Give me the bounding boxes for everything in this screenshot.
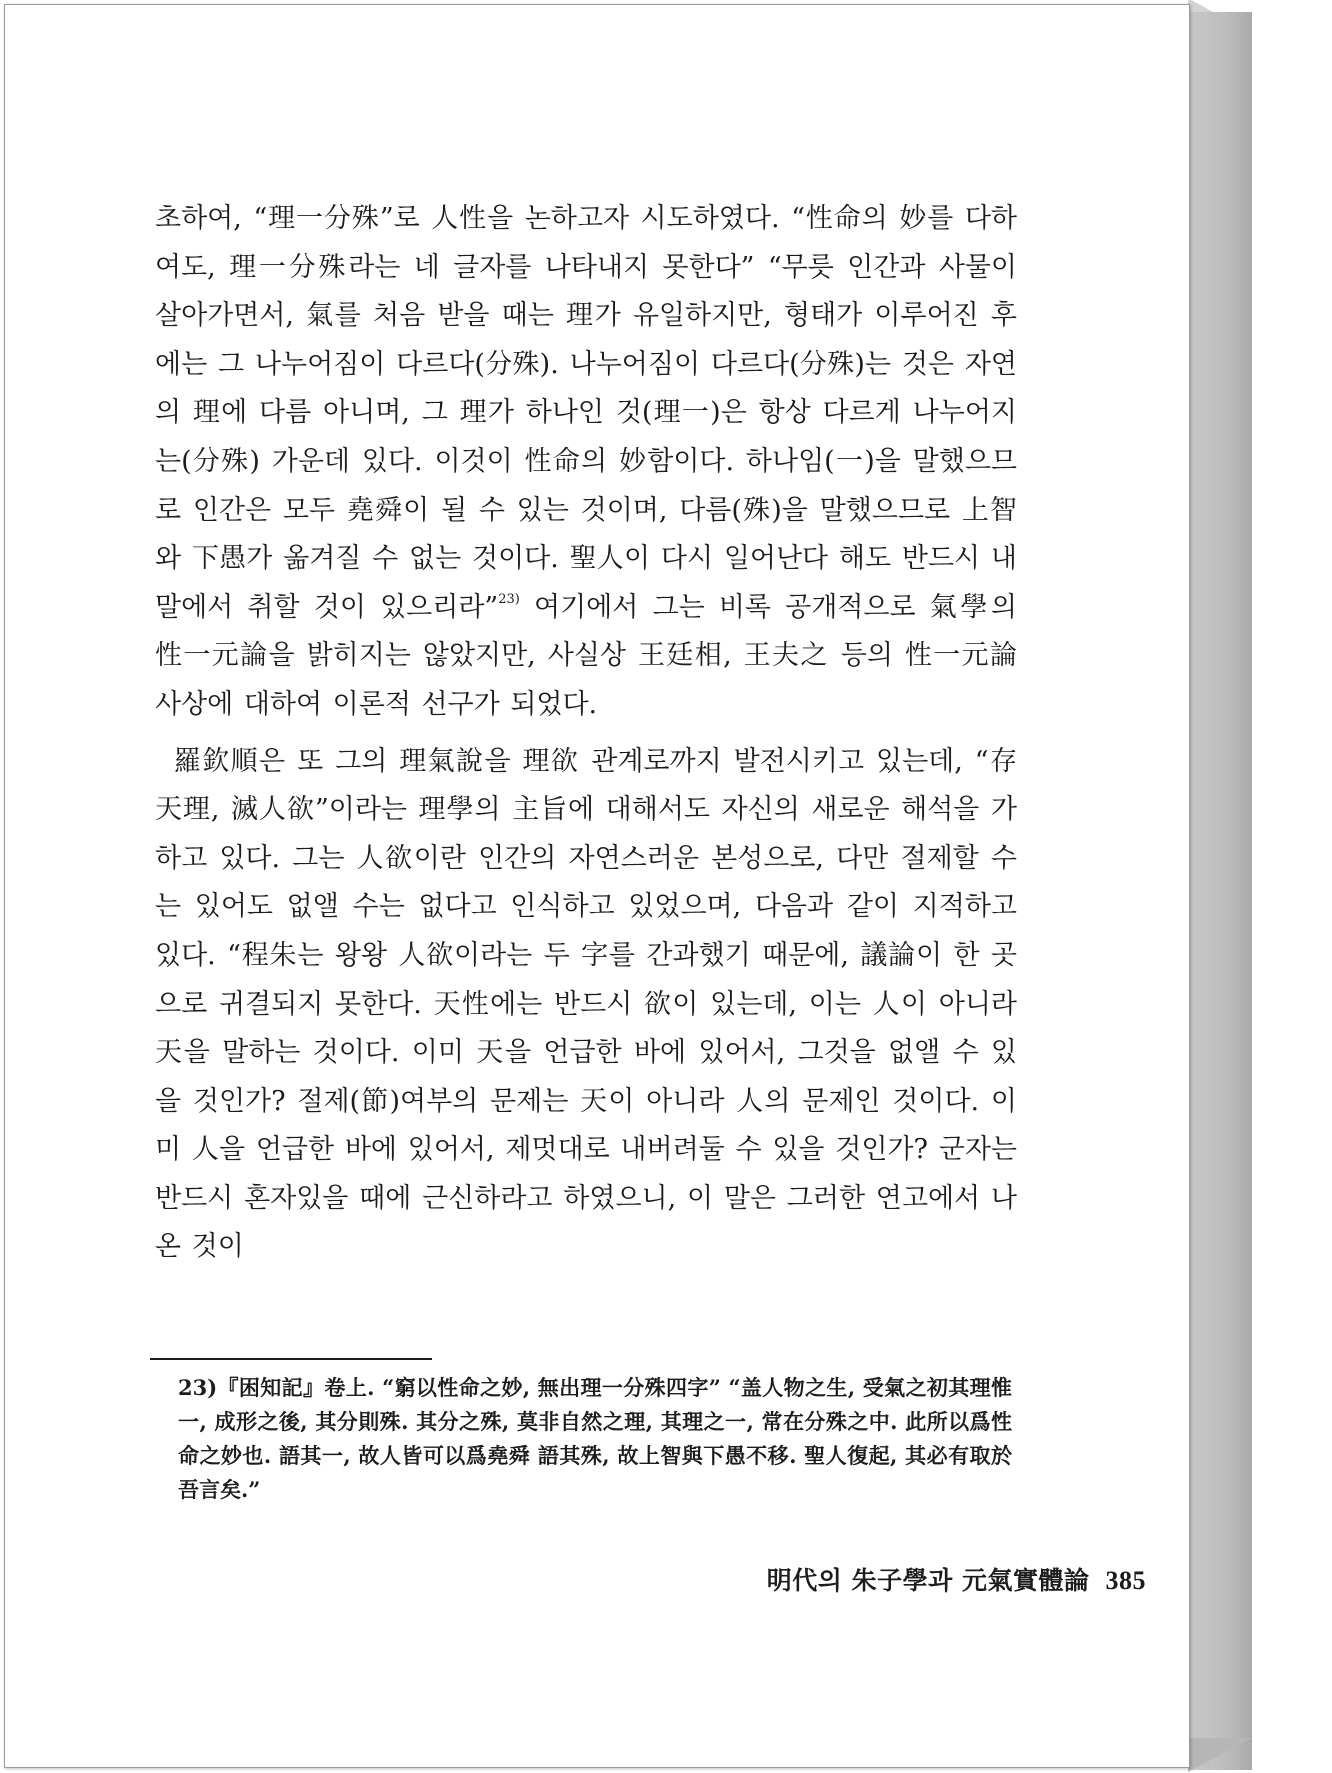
footnote <box>178 1371 1012 1507</box>
running-title: 明代의 朱子學과 元氣實體論 <box>766 1566 1090 1595</box>
footnote-divider <box>150 1358 432 1360</box>
page-number: 385 <box>1105 1566 1146 1595</box>
page-footer <box>767 1561 1146 1597</box>
body-text <box>155 195 1017 1272</box>
book-page-edge <box>1188 12 1252 1770</box>
footnote-number: 23) <box>178 1375 218 1400</box>
book-bottom-edge <box>1188 1738 1252 1772</box>
footnote-reference: 23) <box>498 591 520 607</box>
paragraph: 羅欽順은 또 그의 理氣說을 理欲 관계로까지 발전시키고 있는데, “存天理, 滅人欲”이라는 理學의 主旨에 대해서도 자신의 새로운 해석을 가하고 있다. 그는 人欲이란 인간의 자연스러운 본성으로, 다만 절제할 수는 있어도 없앨 수는 없다고 인식하고 있었으며, 다음과 같이 지적하고 있다. “程朱는 왕왕 人欲이라는 두 字를 간과했기 때문에, 議論이 한 곳으로 귀결되지 못한다. 天性에는 반드시 欲이 있는데, 이는 人이 아니라 天을 말하는 것이다. 이미 天을 언급한 바에 있어서, 그것을 없앨 수 있을 것인가? 절제(節)여부의 문제는 天이 아니라 人의 문제인 것이다. 이미 人을 언급한 바에 있어서, 제멋대로 내버려둘 수 있을 것인가? 군자는 반드시 혼자있을 때에 근신하라고 하였으니, 이 말은 그러한 연고에서 나온 것이 <box>155 745 1017 1263</box>
paragraph-text: 초하여, “理一分殊”로 人性을 논하고자 시도하였다. “性命의 妙를 다하여도, 理一分殊라는 네 글자를 나타내지 못한다” “무릇 인간과 사물이 살아가면서, 氣를 처음 받을 때는 理가 유일하지만, 형태가 이루어진 후에는 그 나누어짐이 다르다(分殊). 나누어짐이 다르다(分殊)는 것은 자연의 理에 다름 아니며, 그 理가 하나인 것(理一)은 항상 다르게 나누어지는(分殊) 가운데 있다. 이것이 性命의 妙함이다. 하나임(一)을 말했으므로 인간은 모두 堯舜이 될 수 있는 것이며, 다름(殊)을 말했으므로 上智와 下愚가 옮겨질 수 없는 것이다. 聖人이 다시 일어난다 해도 반드시 내 말에서 취할 것이 있으리라” <box>155 203 1017 623</box>
paragraph <box>155 195 1017 730</box>
footnote-text: 『困知記』卷上. “窮以性命之妙, 無出理一分殊四字” “盖人物之生, 受氣之初其理惟一, 成形之後, 其分則殊. 其分之殊, 莫非自然之理, 其理之一, 常在分殊之中. 此所以爲性命之妙也. 語其一, 故人皆可以爲堯舜 語其殊, 故上智與下愚不移. 聖人復起, 其必有取於吾言矣.” <box>178 1375 1012 1502</box>
paragraph-text-continued: 여기에서 그는 비록 공개적으로 氣學의 性一元論을 밝히지는 않았지만, 사실상 王廷相, 王夫之 등의 性一元論 사상에 대하여 이론적 선구가 되었다. <box>155 591 1018 720</box>
